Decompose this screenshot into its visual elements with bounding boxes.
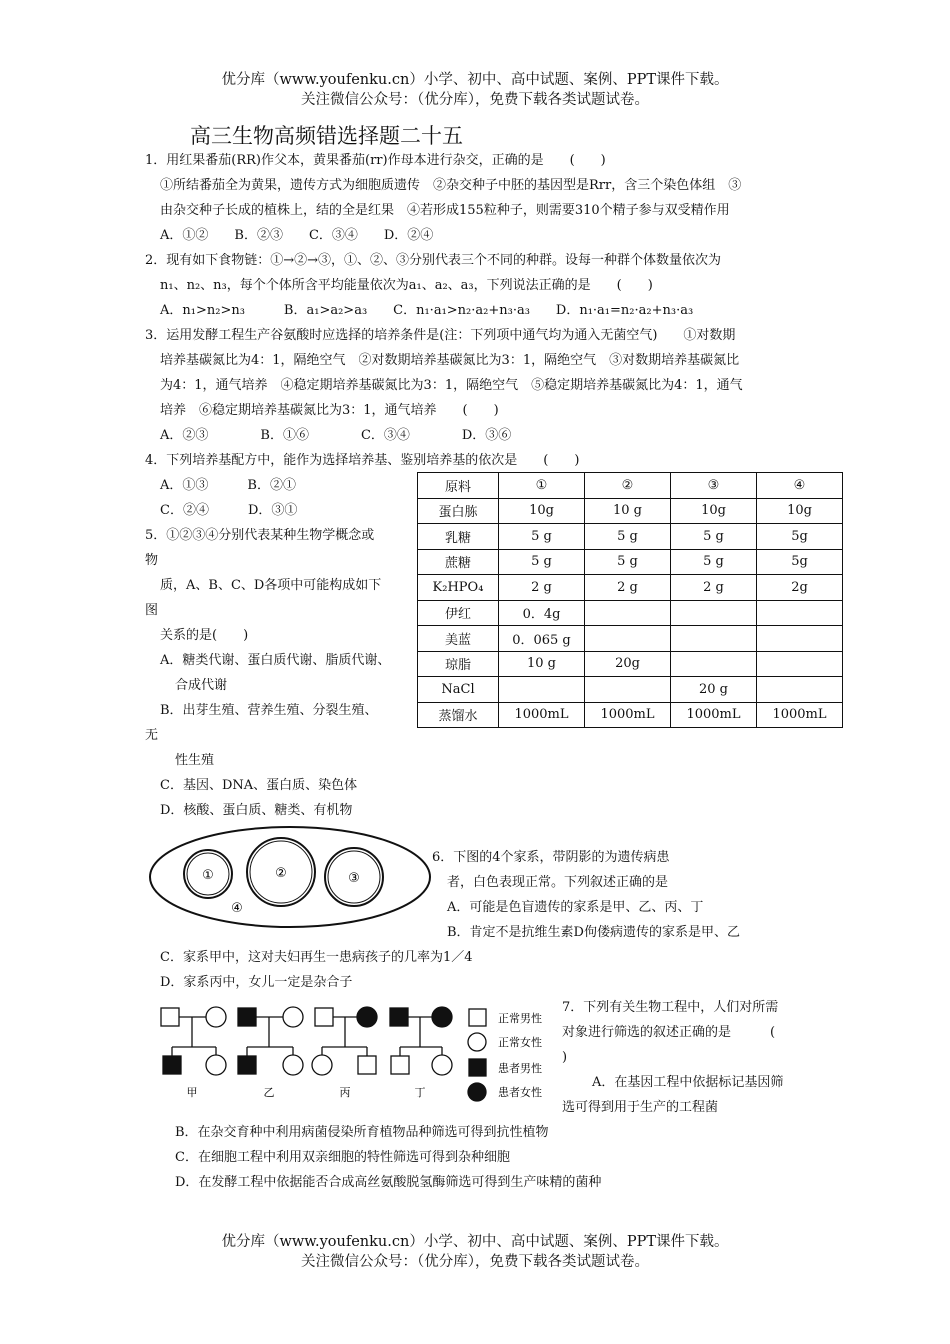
q3-line1: 培养基碳氮比为4：1，隔绝空气 ②对数期培养基碳氮比为3：1，隔绝空气 ③对数期培养基碳氮比 [160,353,740,368]
table-cell: 5 g [671,549,757,575]
q5-option-d: D．核酸、蛋白质、糖类、有机物 [160,803,353,818]
table-cell [499,677,585,703]
q5-option-b-3: 性生殖 [175,753,215,768]
table-cell [585,600,671,626]
table-cell: 2 g [499,575,585,601]
q1-options: A．①② B．②③ C．③④ D．②④ [160,228,434,243]
family-label-ding: 丁 [414,1086,426,1099]
table-cell [671,600,757,626]
family-label-bing: 丙 [339,1086,351,1099]
footer-line-2: 关注微信公众号：（优分库），免费下载各类试题试卷。 [301,1254,649,1270]
table-cell [757,651,843,677]
table-cell: 2g [757,575,843,601]
q6-option-d: D．家系丙中，女儿一定是杂合子 [160,975,353,990]
q6-line1: 6．下图的4个家系，带阴影的为遗传病患 [432,850,670,865]
pedigree-family-ding [390,1007,452,1075]
culture-medium-table [417,472,843,728]
table-cell [585,626,671,652]
q3-options: A．②③ B．①⑥ C．③④ D．③⑥ [160,428,512,443]
table-cell: 10g [757,498,843,524]
q4-stem: 4．下列培养基配方中，能作为选择培养基、鉴别培养基的依次是 ( ) [145,453,580,468]
header-line-2: 关注微信公众号：（优分库），免费下载各类试题试卷。 [301,92,649,108]
q5-option-a-2: 合成代谢 [175,678,228,693]
q7-option-a-1: A．在基因工程中依据标记基因筛 [592,1075,784,1090]
table-cell [757,626,843,652]
table-cell: 1000mL [499,702,585,728]
table-cell: 蔗糖 [418,549,499,575]
family-label-yi: 乙 [263,1086,275,1099]
table-cell: NaCl [418,677,499,703]
q7-line3: ) [562,1050,568,1065]
table-cell: 10g [499,498,585,524]
table-row [418,626,843,652]
table-cell: 10g [671,498,757,524]
page-title: 高三生物高频错选择题二十五 [190,124,463,148]
q7-option-b: B．在杂交育种中利用病菌侵染所育植物品种筛选可得到抗性植物 [175,1125,549,1140]
diagram-label-1: ① [202,868,214,883]
pedigree-family-yi [238,1007,303,1075]
footer-line-1: 优分库（www.youfenku.cn）小学、初中、高中试题、案例、PPT课件下载。 [221,1234,729,1250]
table-cell [671,626,757,652]
table-header-cell: ④ [757,473,843,499]
table-cell: 20 g [671,677,757,703]
concept-diagram [145,822,445,932]
family-label-jia: 甲 [186,1086,198,1099]
q5-option-c: C．基因、DNA、蛋白质、染色体 [160,778,358,793]
table-cell: 5 g [499,549,585,575]
table-cell [585,677,671,703]
table-cell: 5 g [585,524,671,550]
table-cell: 蒸馏水 [418,702,499,728]
table-header-cell: ③ [671,473,757,499]
legend-normal-female: 正常女性 [498,1036,542,1049]
q1-stem: 1．用红果番茄(RR)作父本，黄果番茄(rr)作母本进行杂交，正确的是 ( ) [145,153,606,168]
pedigree-family-bing [312,1007,377,1075]
q6-option-a: A．可能是色盲遗传的家系是甲、乙、丙、丁 [447,900,704,915]
table-cell [757,677,843,703]
table-header-cell: ① [499,473,585,499]
table-cell: 1000mL [671,702,757,728]
table-cell: 10 g [585,498,671,524]
q6-option-c: C．家系甲中，这对夫妇再生一患病孩子的几率为1／4 [160,950,473,965]
legend-affected-male: 患者男性 [498,1062,542,1075]
pedigree-legend [468,1009,486,1101]
table-row [418,600,843,626]
table-cell: 1000mL [585,702,671,728]
table-cell: 5 g [499,524,585,550]
q5-line5: 关系的是( ) [160,628,249,643]
table-cell: 0．4g [499,600,585,626]
table-header-cell: ② [585,473,671,499]
table-cell: 2 g [671,575,757,601]
q7-option-c: C．在细胞工程中利用双亲细胞的特性筛选可得到杂种细胞 [175,1150,510,1165]
table-cell: K₂HPO₄ [418,575,499,601]
q7-option-a-2: 选可得到用于生产的工程菌 [562,1100,719,1115]
q5-line4: 图 [145,603,159,618]
table-cell: 乳糖 [418,524,499,550]
pedigree-diagram [155,1000,555,1105]
q5-line1: 5．①②③④分别代表某种生物学概念或 [145,528,375,543]
diagram-label-2: ② [275,866,287,881]
table-cell: 5 g [585,549,671,575]
q4-options-1: A．①③ B．②① [160,478,296,493]
table-cell: 20g [585,651,671,677]
table-cell: 2 g [585,575,671,601]
table-row [418,702,843,728]
q7-line1: 7．下列有关生物工程中，人们对所需 [562,1000,779,1015]
legend-affected-female: 患者女性 [498,1086,542,1099]
table-cell: 伊红 [418,600,499,626]
q2-line1: n₁、n₂、n₃，每个个体所含平均能量依次为a₁、a₂、a₃，下列说法正确的是 ( ) [160,278,653,293]
table-cell: 0．065 g [499,626,585,652]
q3-line2: 为4：1，通气培养 ④稳定期培养基碳氮比为3：1，隔绝空气 ⑤稳定期培养基碳氮比为4：1，通气 [160,378,743,393]
table-header-cell: 原料 [418,473,499,499]
table-row [418,651,843,677]
table-row [418,524,843,550]
table-cell: 美蓝 [418,626,499,652]
table-row [418,549,843,575]
q1-line2: 由杂交种子长成的植株上，结的全是红果 ④若形成155粒种子，则需要310个精子参与双受精作用 [160,203,730,218]
q5-option-a-1: A．糖类代谢、蛋白质代谢、脂质代谢、 [160,653,391,668]
q3-line3: 培养 ⑥稳定期培养基碳氮比为3：1，通气培养 ( ) [160,403,499,418]
table-cell [671,651,757,677]
q5-line2: 物 [145,553,159,568]
table-cell: 蛋白胨 [418,498,499,524]
table-row [418,498,843,524]
q7-option-d: D．在发酵工程中依据能否合成高丝氨酸脱氢酶筛选可得到生产味精的菌种 [175,1175,602,1190]
table-header-row [418,473,843,499]
diagram-label-4: ④ [231,901,243,916]
header-line-1: 优分库（www.youfenku.cn）小学、初中、高中试题、案例、PPT课件下载。 [221,72,729,88]
pedigree-family-jia [161,1007,226,1075]
q3-stem: 3．运用发酵工程生产谷氨酸时应选择的培养条件是(注：下列项中通气均为通入无菌空气) ①对数期 [145,328,736,343]
table-cell: 5g [757,549,843,575]
table-cell: 5 g [671,524,757,550]
q2-options: A．n₁>n₂>n₃ B．a₁>a₂>a₃ C．n₁·a₁>n₂·a₂+n₃·a₃ D．n₁·a₁=n₂·a₂+n₃·a₃ [160,303,694,318]
q4-options-2: C．②④ D．③① [160,503,298,518]
table-cell: 琼脂 [418,651,499,677]
q7-line2: 对象进行筛选的叙述正确的是 ( [562,1025,776,1040]
table-row [418,575,843,601]
q6-line2: 者，白色表现正常。下列叙述正确的是 [447,875,669,890]
q5-line3: 质，A、B、C、D各项中可能构成如下 [160,578,382,593]
table-cell: 10 g [499,651,585,677]
q5-option-b-2: 无 [145,728,159,743]
legend-normal-male: 正常男性 [498,1012,542,1025]
table-row [418,677,843,703]
diagram-label-3: ③ [348,871,360,886]
q5-option-b-1: B．出芽生殖、营养生殖、分裂生殖、 [160,703,378,718]
q6-option-b: B．肯定不是抗维生素D佝偻病遗传的家系是甲、乙 [447,925,740,940]
q1-line1: ①所结番茄全为黄果，遗传方式为细胞质遗传 ②杂交种子中胚的基因型是Rrr，含三个染色体组 ③ [160,178,742,193]
q2-stem: 2．现有如下食物链：①→②→③，①、②、③分别代表三个不同的种群。设每一种群个体数量依次为 [145,253,722,268]
table-cell: 1000mL [757,702,843,728]
table-cell: 5g [757,524,843,550]
table-cell [757,600,843,626]
